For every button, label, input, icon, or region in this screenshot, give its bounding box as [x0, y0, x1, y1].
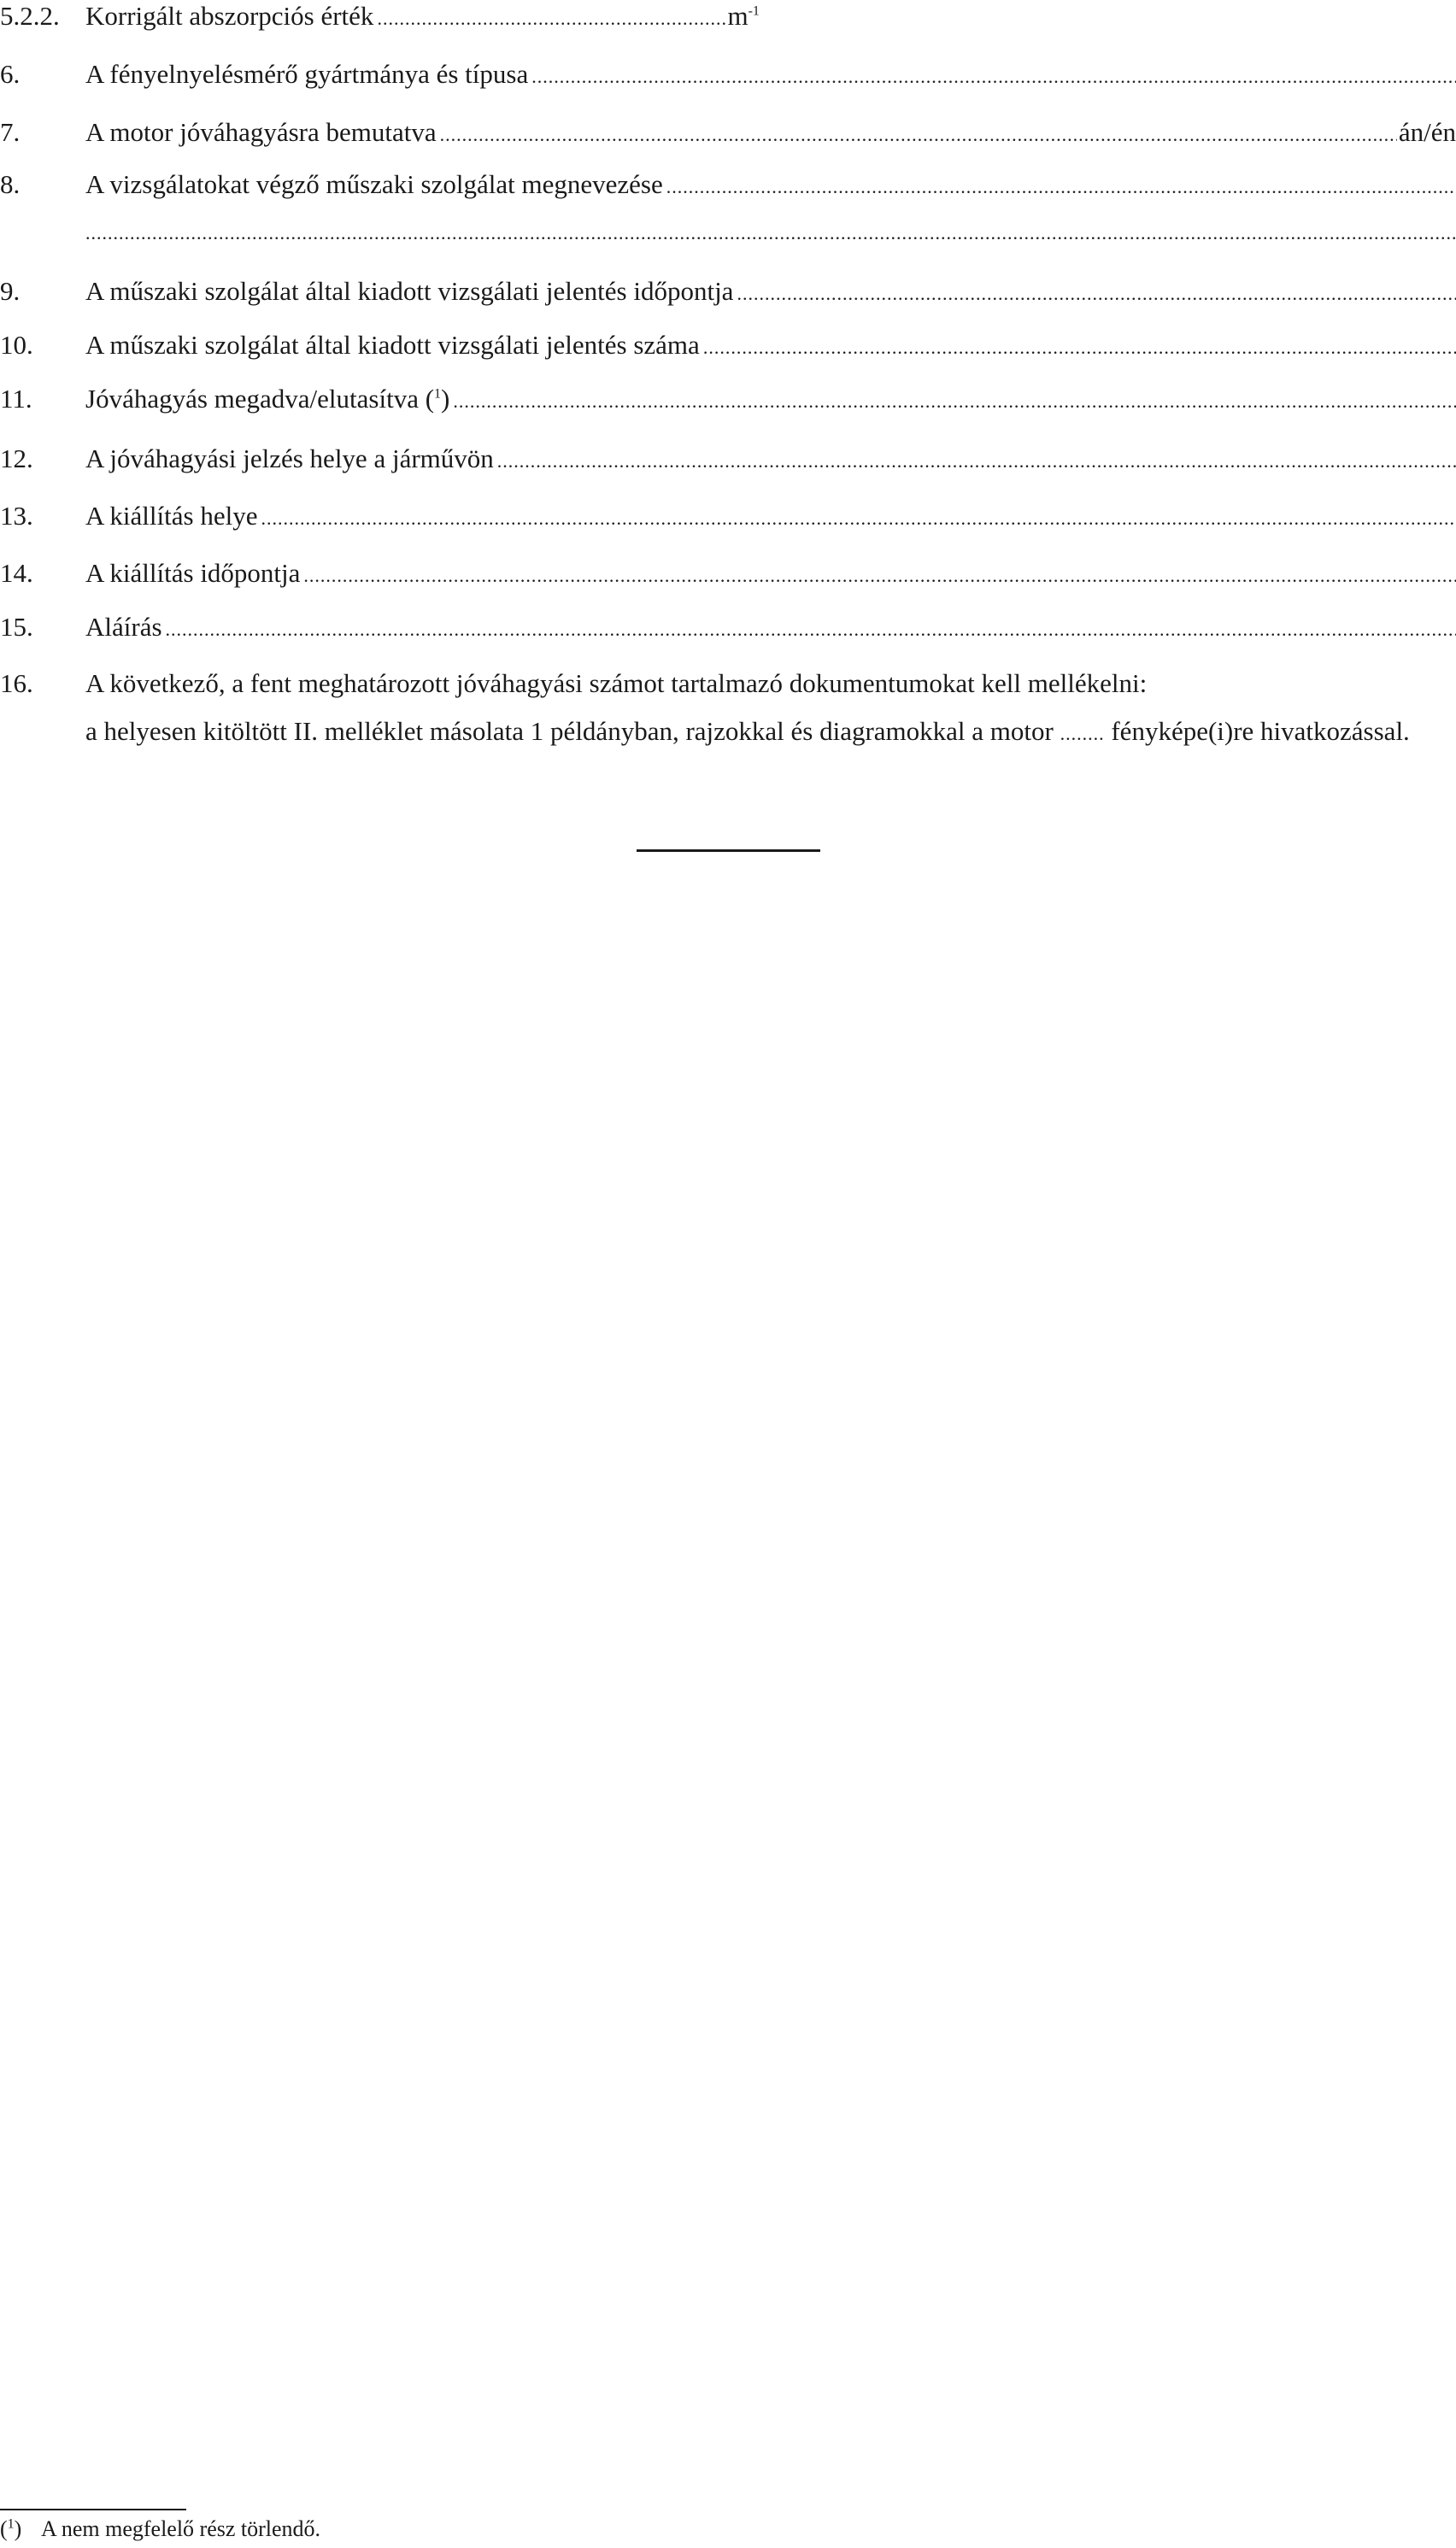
item-label: Aláírás [85, 612, 162, 642]
field-row-signature [0, 611, 1456, 645]
field-row-date [0, 557, 1456, 591]
fill-dots [85, 217, 1456, 250]
item-label: A műszaki szolgálat által kiadott vizsgálati jelentés száma [85, 330, 700, 360]
attachments-description: a helyesen kitöltött II. melléklet másolata 1 példányban, rajzokkal és diagramokkal a motor ........ fényképe(i)re hivatkozással. [85, 716, 1410, 746]
item-label: A kiállítás időpontja [85, 558, 301, 588]
footnote-text: A nem megfelelő rész törlendő. [41, 2516, 321, 2541]
fill-dots [531, 61, 1456, 93]
fill-dots [377, 3, 725, 35]
item-label: Korrigált abszorpciós érték [85, 1, 374, 31]
field-row-technical-service [0, 168, 1456, 203]
field-row-approval-mark-position [0, 443, 1456, 477]
field-row-report-date [0, 275, 1456, 309]
item-label: A jóváhagyási jelzés helye a járművön [85, 443, 494, 473]
item-number: 8. [0, 169, 21, 199]
field-row-technical-service-continuation [85, 217, 1456, 251]
footnote-mark: ($^1$) [0, 2516, 22, 2541]
item-number: 6. [0, 59, 21, 89]
item-label: A vizsgálatokat végző műszaki szolgálat megnevezése [85, 169, 663, 199]
fill-dots [261, 502, 1456, 535]
fill-dots [666, 171, 1456, 203]
item-number: 7. [0, 117, 21, 147]
item-label: A motor jóváhagyásra bemutatva [85, 117, 437, 147]
item-label: A következő, a fent meghatározott jóváhagyási számot tartalmazó dokumentumokat kell mellékelni: [85, 668, 1148, 698]
field-row-opacimeter-make [0, 58, 1456, 92]
field-row-place [0, 500, 1456, 534]
item-label: Jóváhagyás megadva/elutasítva ($^1$) [85, 384, 450, 414]
date-suffix: án/én [1398, 117, 1456, 147]
item-number: 11. [0, 384, 32, 414]
item-number: 13. [0, 501, 33, 531]
item-number: 10. [0, 330, 33, 360]
item-label: A fényelnyelésmérő gyártmánya és típusa [85, 59, 529, 89]
footnote-ref: 1 [434, 386, 442, 402]
item-label: A kiállítás helye [85, 501, 258, 531]
item-number: 9. [0, 276, 21, 306]
field-row-approval-status [0, 383, 1456, 417]
fill-dots [497, 445, 1456, 478]
fill-dots [166, 614, 1456, 646]
item-label: A műszaki szolgálat által kiadott vizsgálati jelentés időpontja [85, 276, 734, 306]
fill-dots [440, 119, 1397, 151]
footnote [0, 2516, 320, 2543]
item-number: 5.2.2. [0, 1, 60, 31]
item-number: 16. [0, 668, 33, 698]
item-number: 15. [0, 612, 33, 642]
unit-label: $m^{-1}$ [727, 1, 760, 31]
fill-dots [703, 332, 1456, 364]
field-row-engine-submitted [0, 116, 1456, 150]
field-row-report-number [0, 329, 1456, 363]
field-row-attachments [0, 667, 1456, 702]
field-row-corrected-absorption [0, 0, 1456, 34]
section-divider [637, 849, 820, 852]
footnote-rule [0, 2509, 186, 2510]
item-number: 14. [0, 558, 33, 588]
fill-dots [303, 560, 1456, 592]
item-number: 12. [0, 443, 33, 473]
fill-dots [453, 385, 1456, 418]
fill-dots [737, 278, 1456, 310]
inline-fill-dots: ........ [1060, 723, 1105, 744]
